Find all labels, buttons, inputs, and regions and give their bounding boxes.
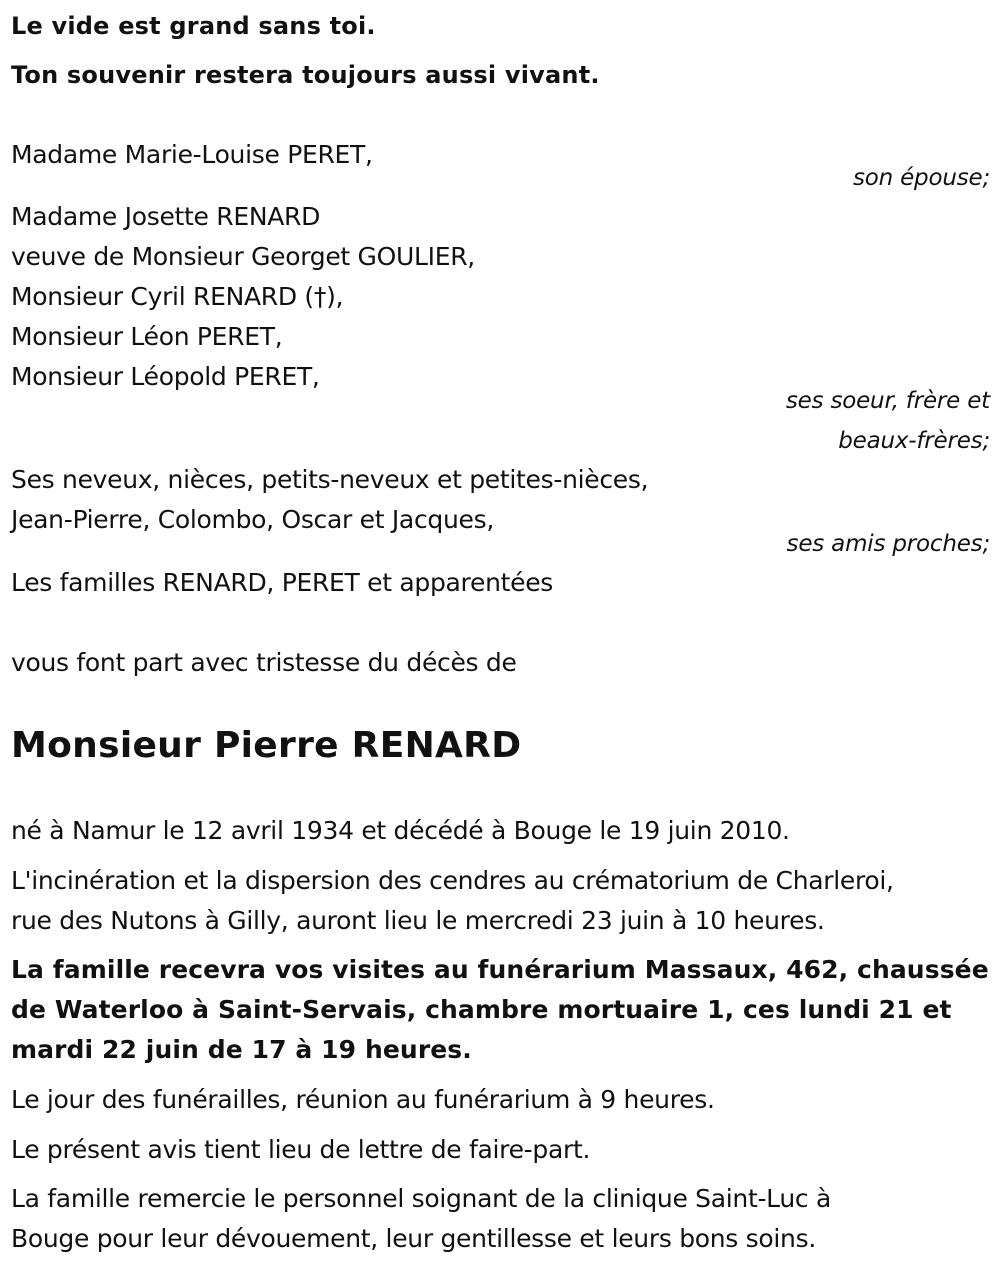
nephews-line: Ses neveux, nièces, petits-neveux et petites-nièces, <box>11 465 649 494</box>
cremation-line-2: rue des Nutons à Gilly, auront lieu le mercredi 23 juin à 10 heures. <box>11 906 825 935</box>
birth-death-line: né à Namur le 12 avril 1934 et décédé à Bouge le 19 juin 2010. <box>11 816 790 845</box>
sibling-line: Monsieur Léopold PERET, <box>11 362 320 391</box>
thanks-line-1: La famille remercie le personnel soignant de la clinique Saint-Luc à <box>11 1184 832 1213</box>
intro-line-1: Le vide est grand sans toi. <box>11 12 376 40</box>
sibling-line: Monsieur Cyril RENARD (†), <box>11 282 344 311</box>
sibling-line: Monsieur Léon PERET, <box>11 322 283 351</box>
siblings-role-line-2: beaux-frères; <box>838 428 990 454</box>
visits-line-2: de Waterloo à Saint-Servais, chambre mortuaire 1, ces lundi 21 et <box>11 995 952 1024</box>
friends-role: ses amis proches; <box>786 531 990 557</box>
announcement-line: vous font part avec tristesse du décès de <box>11 648 517 677</box>
siblings-role-line-1: ses soeur, frère et <box>785 388 990 414</box>
sibling-line: veuve de Monsieur Georget GOULIER, <box>11 242 475 271</box>
friends-line: Jean-Pierre, Colombo, Oscar et Jacques, <box>11 505 494 534</box>
cremation-line-1: L'incinération et la dispersion des cendres au crématorium de Charleroi, <box>11 866 894 895</box>
sibling-line: Madame Josette RENARD <box>11 202 321 231</box>
deceased-name: Monsieur Pierre RENARD <box>11 725 522 766</box>
spouse-role: son épouse; <box>852 165 990 191</box>
families-line: Les familles RENARD, PERET et apparentées <box>11 568 553 597</box>
visits-line-1: La famille recevra vos visites au funérarium Massaux, 462, chaussée <box>11 955 989 984</box>
intro-line-2: Ton souvenir restera toujours aussi vivant. <box>11 61 600 89</box>
visits-line-3: mardi 22 juin de 17 à 19 heures. <box>11 1035 472 1064</box>
spouse-name: Madame Marie-Louise PERET, <box>11 140 373 169</box>
notice-line: Le présent avis tient lieu de lettre de faire-part. <box>11 1135 591 1164</box>
thanks-line-2: Bouge pour leur dévouement, leur gentillesse et leurs bons soins. <box>11 1224 816 1253</box>
funeral-day-line: Le jour des funérailles, réunion au funérarium à 9 heures. <box>11 1085 715 1114</box>
